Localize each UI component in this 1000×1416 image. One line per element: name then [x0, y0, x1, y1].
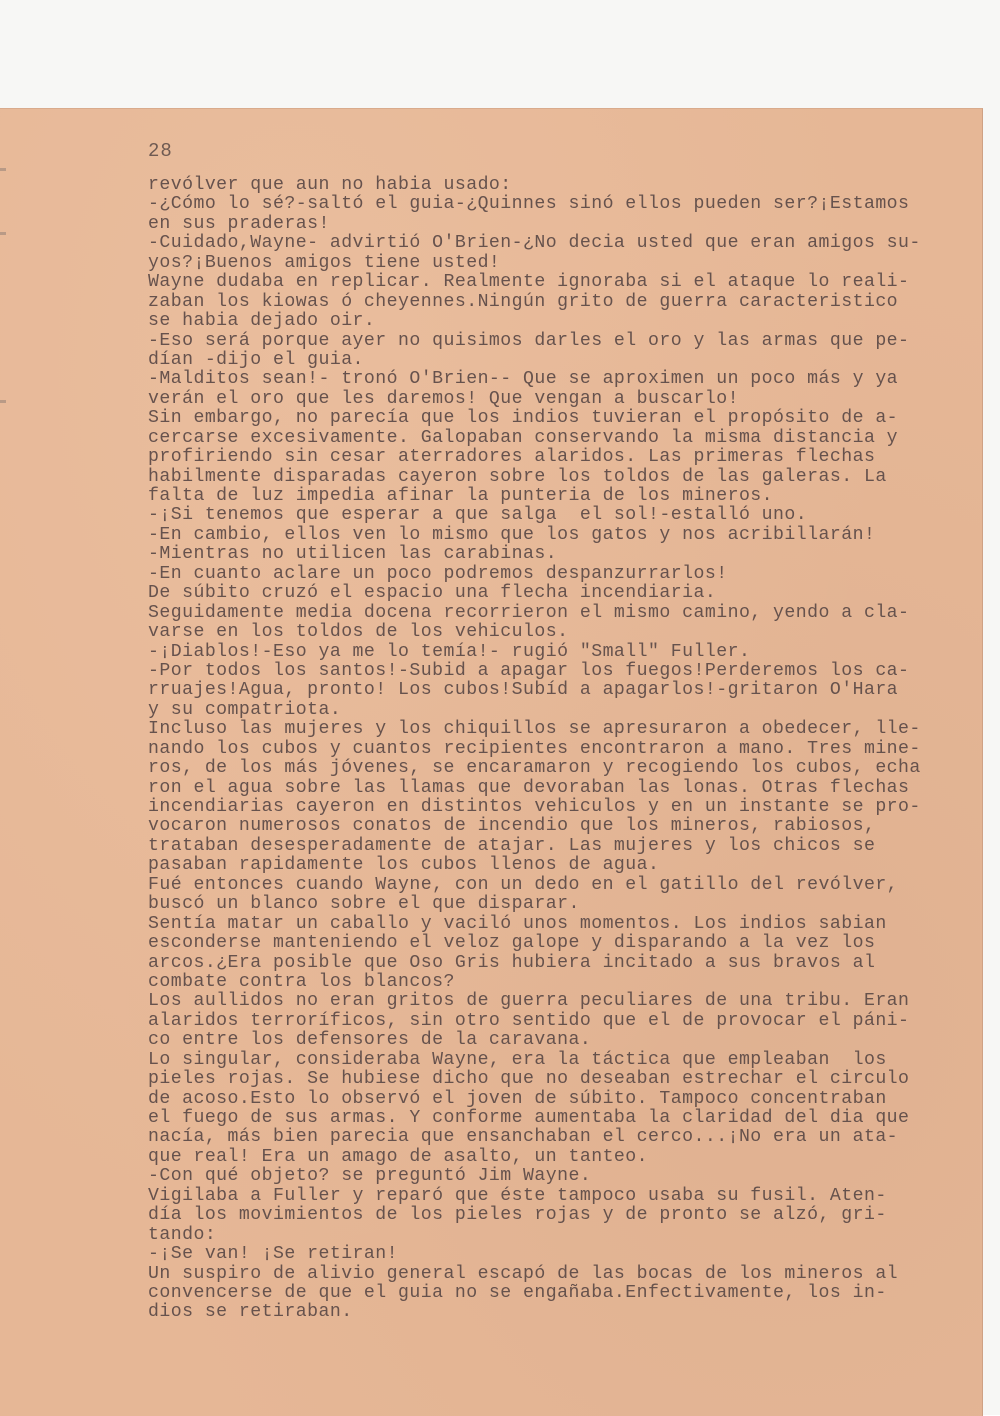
- text-line: -En cambio, ellos ven lo mismo que los gatos y nos acribillarán!: [148, 524, 876, 545]
- text-line: esconderse manteniendo el veloz galope y disparando a la vez los: [148, 933, 876, 954]
- text-line: dían -dijo el guia.: [148, 349, 364, 370]
- binding-mark: [0, 232, 6, 235]
- text-line: rruajes!Agua, pronto! Los cubos!Subíd a apagarlos!-gritaron O'Hara: [148, 680, 899, 701]
- text-line: ros, de los más jóvenes, se encaramaron y recogiendo los cubos, echa: [148, 758, 921, 779]
- text-line: Vigilaba a Fuller y reparó que éste tampoco usaba su fusil. Aten-: [148, 1185, 887, 1206]
- text-line: Un suspiro de alivio general escapó de las bocas de los mineros al: [148, 1263, 899, 1284]
- text-line: arcos.¿Era posible que Oso Gris hubiera incitado a sus bravos al: [148, 952, 876, 973]
- text-line: de acoso.Esto lo observó el joven de súbito. Tampoco concentraban: [148, 1088, 887, 1109]
- text-line: Los aullidos no eran gritos de guerra peculiares de una tribu. Eran: [148, 991, 910, 1012]
- text-line: yos?¡Buenos amigos tiene usted!: [148, 252, 501, 273]
- text-line: en sus praderas!: [148, 213, 330, 234]
- text-line: De súbito cruzó el espacio una flecha incendiaria.: [148, 583, 717, 604]
- text-line: falta de luz impedia afinar la punteria de los mineros.: [148, 486, 774, 506]
- text-line: pieles rojas. Se hubiese dicho que no deseaban estrechar el circulo: [148, 1069, 910, 1090]
- text-line: Lo singular, consideraba Wayne, era la táctica que empleaban los: [148, 1049, 887, 1070]
- page-number: 28: [148, 140, 173, 162]
- text-line: ron el agua sobre las llamas que devoraban las lonas. Otras flechas: [148, 777, 910, 798]
- text-line: incendiarias cayeron en distintos vehiculos y en un instante se pro-: [148, 797, 921, 817]
- text-line: -Mientras no utilicen las carabinas.: [148, 544, 558, 565]
- text-line: alaridos terroríficos, sin otro sentido que el de provocar el páni-: [148, 1010, 910, 1031]
- text-line: profiriendo sin cesar aterradores alaridos. Las primeras flechas: [148, 447, 876, 468]
- text-line: tando:: [148, 1224, 217, 1245]
- text-line: que real! Era un amago de asalto, un tanteo.: [148, 1146, 649, 1167]
- text-line: nacía, más bien parecia que ensanchaban el cerco...¡No era un ata-: [148, 1127, 899, 1148]
- text-line: y su compatriota.: [148, 699, 342, 720]
- text-line: día los movimientos de los pieles rojas y de pronto se alzó, gri-: [148, 1205, 887, 1226]
- text-line: Incluso las mujeres y los chiquillos se apresuraron a obedecer, lle-: [148, 719, 921, 740]
- text-line: se habia dejado oir.: [148, 311, 376, 332]
- text-line: el fuego de sus armas. Y conforme aumentaba la claridad del dia que: [148, 1108, 910, 1128]
- text-line: verán el oro que les daremos! Que vengan a buscarlo!: [148, 388, 739, 409]
- text-line: -¿Cómo lo sé?-saltó el guia-¿Quinnes sinó ellos pueden ser?¡Estamos: [148, 194, 910, 215]
- text-line: -Cuidado,Wayne- advirtió O'Brien-¿No decia usted que eran amigos su-: [148, 233, 921, 254]
- text-line: Fué entonces cuando Wayne, con un dedo en el gatillo del revólver,: [148, 874, 899, 895]
- text-line: vocaron numerosos conatos de incendio que los mineros, rabiosos,: [148, 816, 876, 837]
- text-line: -Por todos los santos!-Subid a apagar los fuegos!Perderemos los ca-: [148, 660, 910, 681]
- text-line: cercarse excesivamente. Galopaban conservando la misma distancia y: [148, 427, 899, 448]
- text-line: trataban desesperadamente de atajar. Las mujeres y los chicos se: [148, 835, 876, 856]
- binding-mark: [0, 400, 6, 403]
- binding-mark: [0, 168, 6, 171]
- text-line: -Eso será porque ayer no quisimos darles el oro y las armas que pe-: [148, 330, 910, 351]
- text-line: -En cuanto aclare un poco podremos despanzurrarlos!: [148, 563, 728, 584]
- text-line: buscó un blanco sobre el que disparar.: [148, 894, 580, 915]
- text-line: -¡Diablos!-Eso ya me lo temía!- rugió "Small" Fuller.: [148, 641, 751, 662]
- text-line: -Malditos sean!- tronó O'Brien-- Que se aproximen un poco más y ya: [148, 369, 899, 390]
- text-line: dios se retiraban.: [148, 1302, 353, 1323]
- text-line: co entre los defensores de la caravana.: [148, 1030, 592, 1051]
- text-line: -¡Se van! ¡Se retiran!: [148, 1244, 399, 1265]
- text-line: zaban los kiowas ó cheyennes.Ningún grito de guerra caracteristico: [148, 291, 899, 312]
- text-line: convencerse de que el guia no se engañaba.Enfectivamente, los in-: [148, 1282, 887, 1303]
- text-line: Wayne dudaba en replicar. Realmente ignoraba si el ataque lo reali-: [148, 272, 910, 293]
- text-line: varse en los toldos de los vehiculos.: [148, 622, 569, 643]
- text-line: habilmente disparadas cayeron sobre los toldos de las galeras. La: [148, 466, 887, 487]
- text-line: combate contra los blancos?: [148, 971, 455, 992]
- text-line: Sin embargo, no parecía que los indios tuvieran el propósito de a-: [148, 408, 899, 429]
- text-line: -Con qué objeto? se preguntó Jim Wayne.: [148, 1166, 592, 1187]
- typewritten-text: [148, 176, 978, 1323]
- text-line: Seguidamente media docena recorrieron el mismo camino, yendo a cla-: [148, 602, 910, 623]
- text-line: -¡Si tenemos que esperar a que salga el sol!-estalló uno.: [148, 505, 808, 526]
- text-line: revólver que aun no habia usado:: [148, 175, 512, 195]
- text-line: pasaban rapidamente los cubos llenos de agua.: [148, 855, 660, 876]
- text-line: nando los cubos y cuantos recipientes encontraron a mano. Tres mine-: [148, 738, 921, 759]
- text-line: Sentía matar un caballo y vaciló unos momentos. Los indios sabian: [148, 913, 887, 934]
